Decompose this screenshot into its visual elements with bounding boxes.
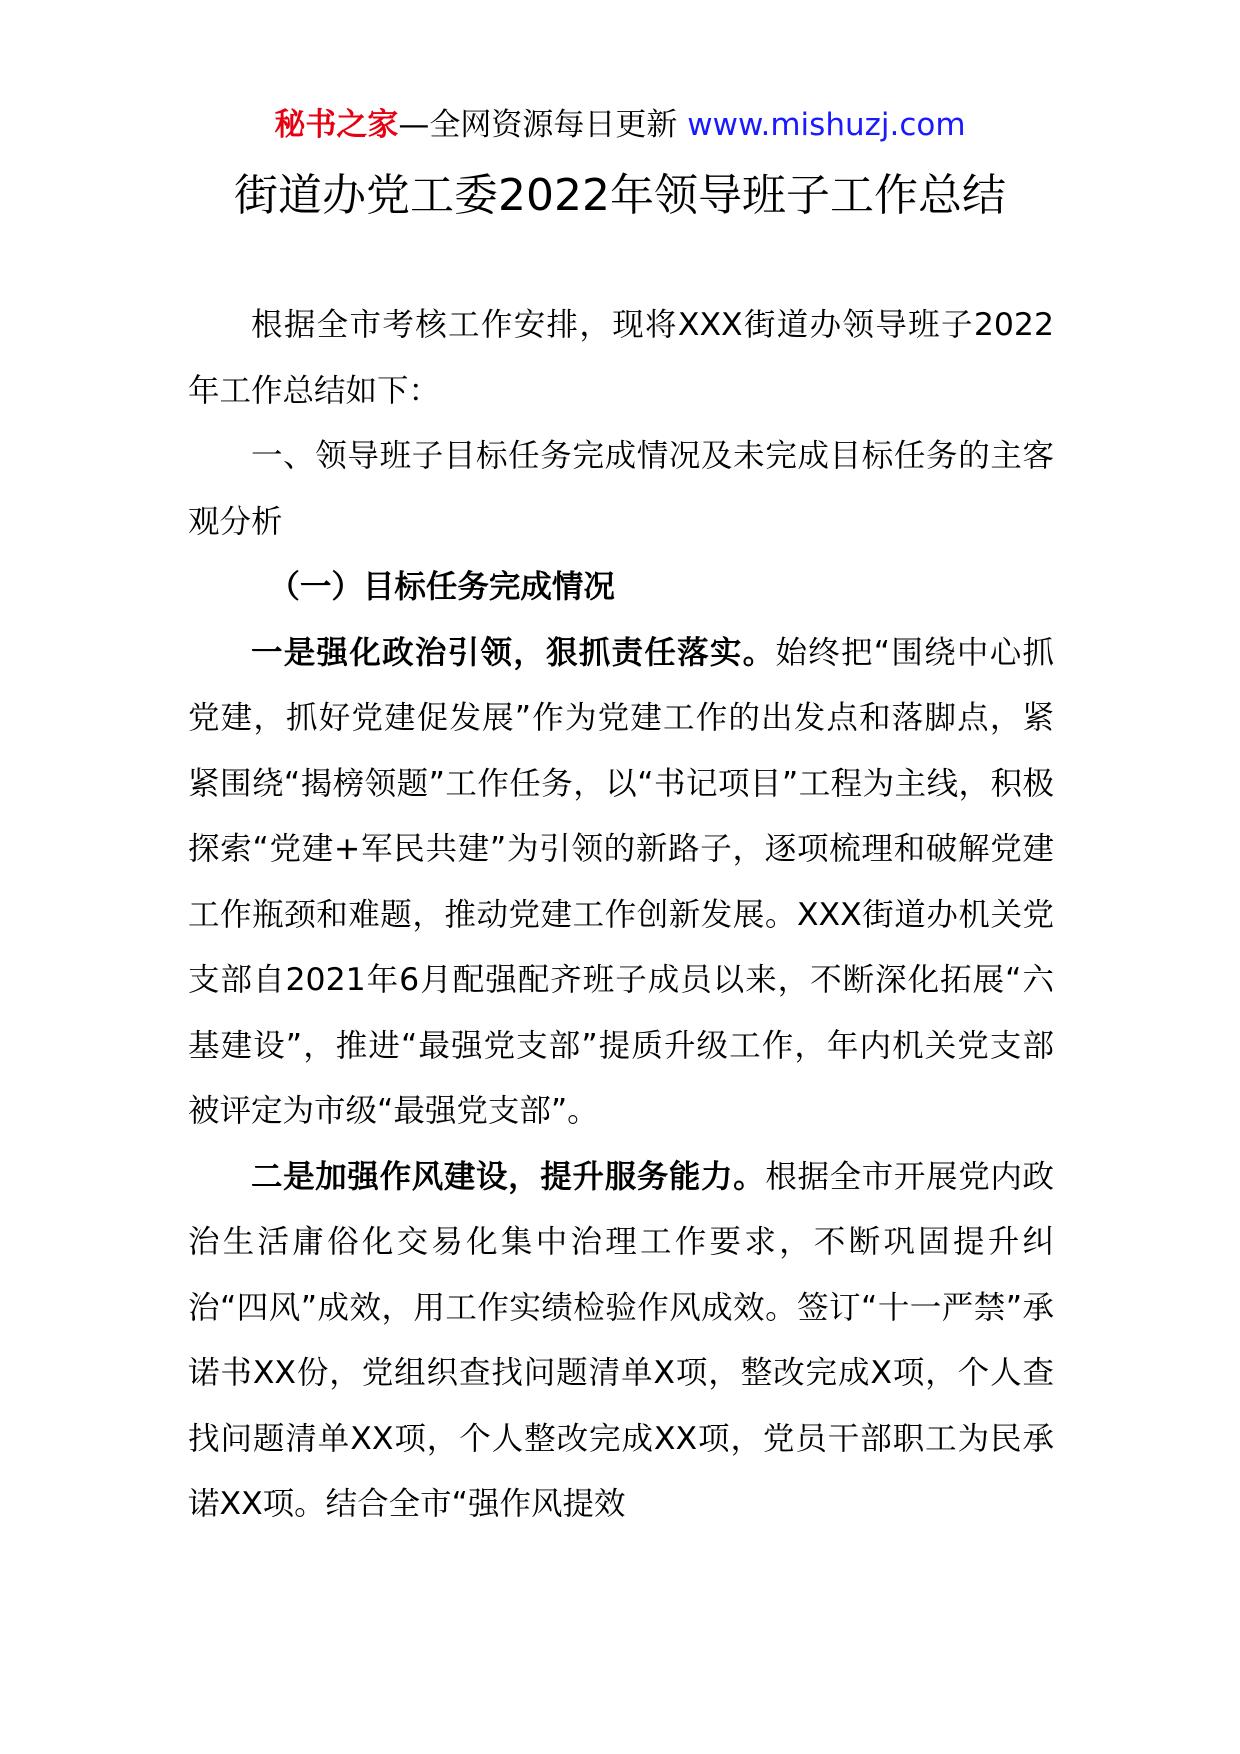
header-slogan: —全网资源每日更新 <box>398 107 688 143</box>
intro-paragraph: 根据全市考核工作安排，现将XXX街道办领导班子2022年工作总结如下： <box>188 307 1054 409</box>
document-body <box>188 293 1054 1538</box>
brand-name: 秘书之家 <box>274 107 399 143</box>
paragraph-1 <box>188 621 1054 1145</box>
section-heading: 一、领导班子目标任务完成情况及未完成目标任务的主客观分析 <box>188 438 1054 540</box>
paragraph-2-lead: 二是加强作风建设，提升服务能力。 <box>251 1158 766 1195</box>
site-url-link[interactable]: www.mishuzj.com <box>687 107 966 143</box>
site-header <box>0 104 1240 146</box>
document-title: 街道办党工委2022年领导班子工作总结 <box>234 170 1006 221</box>
paragraph-2-body: 根据全市开展党内政治生活庸俗化交易化集中治理工作要求，不断巩固提升纠治“四风”成效，用工作实绩检验作风成效。签订“十一严禁”承诺书XX份，党组织查找问题清单X项，整改完成X项，个人查找问题清单XX项，个人整改完成XX项，党员干部职工为民承诺XX项。结合全市“强作风提效 <box>188 1158 1054 1522</box>
subsection-heading: （一）目标任务完成情况 <box>268 569 615 605</box>
paragraph-1-lead: 一是强化政治引领，狠抓责任落实。 <box>251 634 776 671</box>
paragraph-1-body: 始终把“围绕中心抓党建，抓好党建促发展”作为党建工作的出发点和落脚点，紧紧围绕“揭榜领题”工作任务，以“书记项目”工程为主线，积极探索“党建+军民共建”为引领的新路子，逐项梳理和破解党建工作瓶颈和难题，推动党建工作创新发展。XXX街道办机关党支部自2021年6月配强配齐班子成员以来，不断深化拓展“六基建设”，推进“最强党支部”提质升级工作，年内机关党支部被评定为市级“最强党支部”。 <box>188 634 1054 1129</box>
paragraph-2 <box>188 1145 1054 1538</box>
